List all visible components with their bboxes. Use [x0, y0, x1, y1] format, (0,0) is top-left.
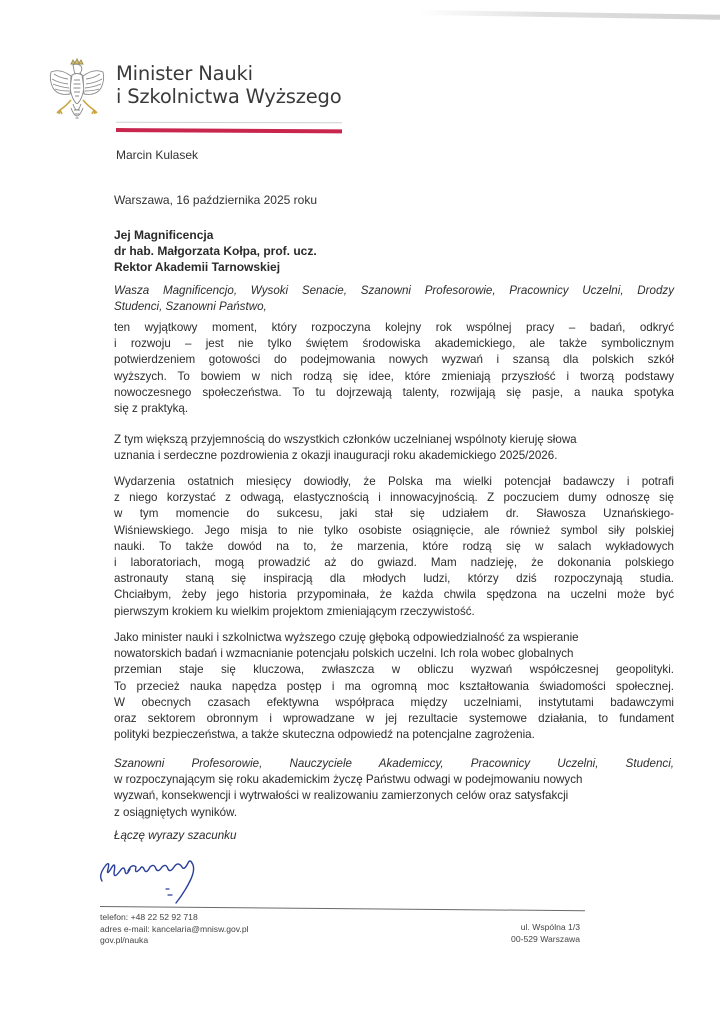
salutation-line: Studenci, Szanowni Państwo,: [114, 300, 267, 314]
addressee-role: Rektor Akademii Tarnowskiej: [114, 260, 281, 274]
paragraph-line: z osiągniętych wyników.: [114, 805, 238, 819]
paragraph-4: [114, 630, 674, 743]
paragraph-line: To przecież nauka napędza postęp i ma ogromną moc kształtowania świadomości społecznej.: [114, 679, 674, 693]
paragraph-line: w tym momencie do sukcesu, jaki stał się udziałem dr. Sławosza Uznańskiego-: [114, 507, 674, 521]
footer-phone: telefon: +48 22 52 92 718: [100, 912, 198, 922]
paragraph-line: nauki. To także dowód na to, że marzenia, które rodzą się w salach wykładowych: [114, 539, 674, 553]
place-date: Warszawa, 16 października 2025 roku: [114, 193, 317, 207]
sign-off-text: Łączę wyrazy szacunku: [114, 829, 237, 842]
paragraph-line: wyższych. To bowiem w nich rodzą się idee, które zmieniają przyszłość i tworzą podstawy: [114, 369, 674, 383]
ministry-name-line-2: i Szkolnictwa Wyższego: [116, 85, 342, 108]
ministry-name-line-1: Minister Nauki: [116, 62, 253, 85]
paragraph-1: [114, 320, 674, 417]
footer-divider: [100, 906, 585, 911]
paragraph-line: Z tym większą przyjemnością do wszystkich członków uczelnianej wspólnoty kieruję słowa: [114, 433, 577, 446]
paragraph-line: Chciałbym, żeby jego historia przypominała, że każda chwila spędzona na uczelni może być: [114, 588, 674, 602]
footer-email: adres e-mail: kancelaria@mnisw.gov.pl: [100, 923, 249, 934]
closing-address: Szanowni Profesorowie, Nauczyciele Akademiccy, Pracownicy Uczelni, Studenci,: [114, 757, 674, 770]
header-rule-grey: [116, 122, 342, 124]
paragraph-3: [114, 474, 674, 620]
paragraph-line: z niego korzystać z odwagą, elastycznością i innowacyjnością. Z poczuciem dumy odnoszę się: [114, 491, 674, 505]
minister-name: Marcin Kulasek: [116, 148, 199, 162]
paragraph-line: Wydarzenia ostatnich miesięcy dowiodły, że Polska ma wielki potencjał badawczy i potrafi: [114, 475, 674, 488]
paragraph-line: potwierdzeniem gotowości do podejmowania nowych wyzwań i szansą dla polskich szkół: [114, 353, 674, 367]
footer-city: 00-529 Warszawa: [511, 933, 580, 944]
paragraph-line: pierwszym krokiem ku wielkim projektom zmieniającym rzeczywistość.: [114, 604, 475, 618]
paragraph-line: wyzwań, konsekwencji i wytrwałości w realizowaniu zamierzonych celów oraz satysfakcji: [114, 789, 569, 803]
paragraph-line: oraz sektorem obronnym i wprowadzane w jej rezultacie systemowe działania, to fundament: [114, 712, 674, 726]
paragraph-line: ten wyjątkowy moment, który rozpoczyna kolejny rok wspólnej pracy – badań, odkryć: [114, 321, 674, 334]
paragraph-2: [114, 432, 674, 464]
polish-eagle-emblem-icon: [46, 58, 108, 130]
closing-paragraph: [114, 756, 674, 821]
addressee-name: dr hab. Małgorzata Kołpa, prof. ucz.: [114, 244, 317, 258]
salutation: [114, 283, 674, 315]
paragraph-line: uznania i serdeczne pozdrowienia z okazji inauguracji roku akademickiego 2025/2026.: [114, 449, 558, 463]
addressee-block: [114, 227, 317, 275]
header-rule-red: [116, 128, 342, 133]
paragraph-line: Jako minister nauki i szkolnictwa wyższego czuję głęboką odpowiedzialność za wspieranie: [114, 631, 579, 644]
footer-website: gov.pl/nauka: [100, 935, 149, 945]
addressee-title: Jej Magnificencja: [114, 228, 214, 242]
paragraph-line: i rozwoju – jest nie tylko świętem środowiska akademickiego, ale także symbolicznym: [114, 337, 674, 351]
paragraph-line: nowoczesnego społeczeństwa. To tu dojrzewają talenty, rozwijają się pasje, a nauka spotyka: [114, 385, 674, 399]
paragraph-line: Wiśniewskiego. Jego misja to nie tylko osobiste osiągnięcie, ale również symbol siły polskiej: [114, 523, 674, 537]
paragraph-line: w rozpoczynającym się roku akademickim życzę Państwu odwagi w podejmowaniu nowych: [114, 773, 583, 787]
paragraph-line: przemian staje się kluczowa, zwłaszcza w obliczu wyzwań współczesnej geopolityki.: [114, 663, 674, 677]
paragraph-line: i laboratoriach, mogą prowadzić aż do gwiazd. Mam nadzieję, że dokonania polskiego: [114, 556, 674, 570]
paragraph-line: polityki bezpieczeństwa, a także skuteczna odpowiedź na potencjalne zagrożenia.: [114, 728, 535, 742]
sign-off: [114, 828, 674, 844]
paragraph-line: nowatorskich badań i wzmacnianie potencjału polskich uczelni. Ich rola wobec globalnych: [114, 647, 574, 661]
footer-street: ul. Wspólna 1/3: [520, 922, 580, 932]
footer-address: [511, 922, 580, 945]
paragraph-line: W obecnych czasach efektywna współpraca między uczelniami, instytutami badawczymi: [114, 695, 674, 709]
scan-artifact: [420, 10, 720, 20]
paragraph-line: astronauty staną się inspiracją dla młodych ludzi, którzy dziś rozpoczynają studia.: [114, 572, 674, 586]
paragraph-line: się z praktyką.: [114, 402, 189, 416]
salutation-line: Wasza Magnificencjo, Wysoki Senacie, Szanowni Profesorowie, Pracownicy Uczelni, Drodzy: [114, 284, 674, 297]
footer-contact: [100, 912, 249, 947]
signature-icon: [92, 845, 222, 905]
ministry-name: [116, 62, 341, 108]
